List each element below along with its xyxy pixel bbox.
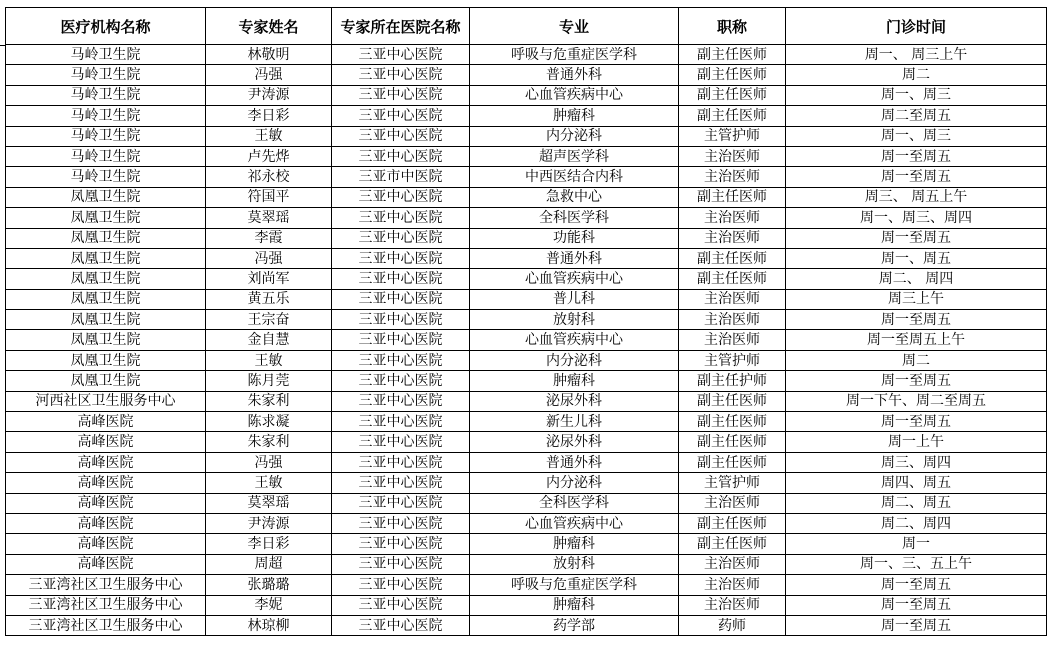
cell-clinic-time: 周一至周五 (786, 595, 1047, 615)
cell-institution: 高峰医院 (6, 473, 206, 493)
cell-title: 主治医师 (679, 595, 786, 615)
header-row (6, 8, 1047, 45)
cell-clinic-time: 周一至周五 (786, 228, 1047, 248)
cell-expert-name: 王宗奋 (206, 310, 332, 330)
cell-clinic-time: 周一、周五 (786, 248, 1047, 268)
cell-specialty: 放射科 (470, 310, 679, 330)
cell-specialty: 心血管疾病中心 (470, 513, 679, 533)
cell-specialty: 功能科 (470, 228, 679, 248)
cell-title: 主治医师 (679, 228, 786, 248)
cell-clinic-time: 周二、 周四 (786, 269, 1047, 289)
cell-clinic-time: 周一至周五 (786, 167, 1047, 187)
col-header-clinic-time: 门诊时间 (786, 8, 1047, 45)
cell-specialty: 新生儿科 (470, 412, 679, 432)
cell-clinic-time: 周一至周五 (786, 412, 1047, 432)
cell-expert-name: 陈月莞 (206, 371, 332, 391)
cell-expert-name: 王敏 (206, 350, 332, 370)
clinic-schedule-table (5, 7, 1047, 636)
table-row (6, 575, 1047, 595)
cell-title: 主治医师 (679, 575, 786, 595)
cell-expert-name: 李霞 (206, 228, 332, 248)
cell-expert-hospital: 三亚市中医院 (332, 167, 470, 187)
cell-clinic-time: 周三、 周五上午 (786, 187, 1047, 207)
table-row (6, 248, 1047, 268)
cell-expert-hospital: 三亚中心医院 (332, 575, 470, 595)
cell-clinic-time: 周一至周五上午 (786, 330, 1047, 350)
col-header-expert-name: 专家姓名 (206, 8, 332, 45)
cell-institution: 三亚湾社区卫生服务中心 (6, 595, 206, 615)
cell-expert-hospital: 三亚中心医院 (332, 554, 470, 574)
cell-clinic-time: 周一、三、五上午 (786, 554, 1047, 574)
table-row (6, 513, 1047, 533)
cell-clinic-time: 周一、周三 (786, 126, 1047, 146)
cell-title: 副主任医师 (679, 65, 786, 85)
cell-expert-name: 张璐璐 (206, 575, 332, 595)
table-row (6, 330, 1047, 350)
table-row (6, 146, 1047, 166)
table-row (6, 289, 1047, 309)
cell-expert-name: 刘尚军 (206, 269, 332, 289)
cell-expert-name: 陈求凝 (206, 412, 332, 432)
cell-expert-name: 朱家利 (206, 432, 332, 452)
cell-institution: 河西社区卫生服务中心 (6, 391, 206, 411)
cell-institution: 高峰医院 (6, 554, 206, 574)
cell-expert-hospital: 三亚中心医院 (332, 330, 470, 350)
cell-institution: 凤凰卫生院 (6, 289, 206, 309)
table-body (6, 45, 1047, 636)
cell-institution: 高峰医院 (6, 432, 206, 452)
cell-expert-hospital: 三亚中心医院 (332, 208, 470, 228)
table-row (6, 167, 1047, 187)
cell-institution: 马岭卫生院 (6, 65, 206, 85)
cell-specialty: 内分泌科 (470, 126, 679, 146)
cell-clinic-time: 周二 (786, 65, 1047, 85)
cell-institution: 三亚湾社区卫生服务中心 (6, 575, 206, 595)
cell-expert-name: 朱家利 (206, 391, 332, 411)
cell-title: 主治医师 (679, 330, 786, 350)
cell-expert-hospital: 三亚中心医院 (332, 452, 470, 472)
cell-title: 主治医师 (679, 310, 786, 330)
cell-institution: 凤凰卫生院 (6, 330, 206, 350)
table-row (6, 371, 1047, 391)
cell-specialty: 泌尿外科 (470, 432, 679, 452)
cell-title: 副主任医师 (679, 248, 786, 268)
table-row (6, 45, 1047, 65)
cell-expert-name: 冯强 (206, 65, 332, 85)
cell-institution: 凤凰卫生院 (6, 208, 206, 228)
cell-clinic-time: 周三、周四 (786, 452, 1047, 472)
cell-specialty: 泌尿外科 (470, 391, 679, 411)
cell-expert-name: 王敏 (206, 473, 332, 493)
cell-expert-name: 卢先烨 (206, 146, 332, 166)
cell-institution: 凤凰卫生院 (6, 371, 206, 391)
cell-specialty: 中西医结合内科 (470, 167, 679, 187)
cell-institution: 马岭卫生院 (6, 45, 206, 65)
cell-expert-name: 李日彩 (206, 106, 332, 126)
cell-expert-hospital: 三亚中心医院 (332, 126, 470, 146)
table-row (6, 595, 1047, 615)
col-header-institution: 医疗机构名称 (6, 8, 206, 45)
cell-expert-name: 莫翠瑶 (206, 208, 332, 228)
table-row (6, 432, 1047, 452)
cell-clinic-time: 周一、周三、周四 (786, 208, 1047, 228)
cell-institution: 高峰医院 (6, 534, 206, 554)
table-row (6, 493, 1047, 513)
cell-specialty: 心血管疾病中心 (470, 330, 679, 350)
cell-title: 主管护师 (679, 473, 786, 493)
cell-institution: 马岭卫生院 (6, 106, 206, 126)
cell-institution: 马岭卫生院 (6, 126, 206, 146)
cell-specialty: 内分泌科 (470, 473, 679, 493)
cell-institution: 三亚湾社区卫生服务中心 (6, 615, 206, 635)
cell-expert-name: 尹涛源 (206, 85, 332, 105)
cell-clinic-time: 周二 (786, 350, 1047, 370)
cell-expert-name: 林琼柳 (206, 615, 332, 635)
cell-clinic-time: 周二、周五 (786, 493, 1047, 513)
cell-clinic-time: 周一、 周三上午 (786, 45, 1047, 65)
cell-institution: 马岭卫生院 (6, 146, 206, 166)
table-row (6, 187, 1047, 207)
table-row (6, 554, 1047, 574)
table-row (6, 615, 1047, 635)
cell-expert-name: 王敏 (206, 126, 332, 146)
cell-institution: 高峰医院 (6, 513, 206, 533)
cell-expert-name: 李妮 (206, 595, 332, 615)
cell-expert-name: 林敬明 (206, 45, 332, 65)
cell-specialty: 肿瘤科 (470, 595, 679, 615)
cell-expert-hospital: 三亚中心医院 (332, 289, 470, 309)
table-row (6, 65, 1047, 85)
cell-specialty: 呼吸与危重症医学科 (470, 575, 679, 595)
cell-clinic-time: 周一至周五 (786, 371, 1047, 391)
cell-clinic-time: 周一至周五 (786, 615, 1047, 635)
table-row (6, 85, 1047, 105)
cell-specialty: 普儿科 (470, 289, 679, 309)
cell-expert-name: 符国平 (206, 187, 332, 207)
cell-expert-hospital: 三亚中心医院 (332, 615, 470, 635)
cell-expert-name: 尹涛源 (206, 513, 332, 533)
cell-clinic-time: 周一至周五 (786, 575, 1047, 595)
cell-title: 副主任医师 (679, 432, 786, 452)
table-row (6, 126, 1047, 146)
cell-title: 副主任医师 (679, 452, 786, 472)
col-header-expert-hospital: 专家所在医院名称 (332, 8, 470, 45)
cell-institution: 凤凰卫生院 (6, 228, 206, 248)
cell-institution: 凤凰卫生院 (6, 248, 206, 268)
cell-expert-hospital: 三亚中心医院 (332, 350, 470, 370)
cell-expert-hospital: 三亚中心医院 (332, 85, 470, 105)
table-row (6, 228, 1047, 248)
cell-expert-hospital: 三亚中心医院 (332, 391, 470, 411)
table-row (6, 269, 1047, 289)
cell-expert-name: 莫翠瑶 (206, 493, 332, 513)
cell-clinic-time: 周一至周五 (786, 310, 1047, 330)
cell-specialty: 急救中心 (470, 187, 679, 207)
cell-institution: 高峰医院 (6, 452, 206, 472)
cell-specialty: 药学部 (470, 615, 679, 635)
cell-title: 主治医师 (679, 208, 786, 228)
cell-expert-hospital: 三亚中心医院 (332, 493, 470, 513)
table-header (6, 8, 1047, 45)
cell-clinic-time: 周二至周五 (786, 106, 1047, 126)
cell-title: 副主任医师 (679, 106, 786, 126)
table-row (6, 310, 1047, 330)
cell-title: 主管护师 (679, 350, 786, 370)
cell-title: 主管护师 (679, 126, 786, 146)
cell-institution: 马岭卫生院 (6, 167, 206, 187)
cell-expert-hospital: 三亚中心医院 (332, 412, 470, 432)
cell-specialty: 心血管疾病中心 (470, 85, 679, 105)
cell-title: 主治医师 (679, 289, 786, 309)
table-row (6, 452, 1047, 472)
cell-specialty: 呼吸与危重症医学科 (470, 45, 679, 65)
cell-title: 副主任医师 (679, 269, 786, 289)
cell-institution: 凤凰卫生院 (6, 187, 206, 207)
table-row (6, 412, 1047, 432)
cell-expert-hospital: 三亚中心医院 (332, 310, 470, 330)
cell-expert-hospital: 三亚中心医院 (332, 371, 470, 391)
cell-specialty: 全科医学科 (470, 208, 679, 228)
cell-title: 副主任护师 (679, 371, 786, 391)
cell-expert-hospital: 三亚中心医院 (332, 432, 470, 452)
cell-clinic-time: 周四、周五 (786, 473, 1047, 493)
col-header-title: 职称 (679, 8, 786, 45)
cell-clinic-time: 周一下午、周二至周五 (786, 391, 1047, 411)
cell-title: 主治医师 (679, 167, 786, 187)
cell-expert-hospital: 三亚中心医院 (332, 248, 470, 268)
cell-clinic-time: 周二、周四 (786, 513, 1047, 533)
cell-expert-name: 金自慧 (206, 330, 332, 350)
cell-expert-hospital: 三亚中心医院 (332, 513, 470, 533)
cell-title: 主治医师 (679, 554, 786, 574)
cell-expert-hospital: 三亚中心医院 (332, 45, 470, 65)
cell-institution: 高峰医院 (6, 493, 206, 513)
cell-institution: 凤凰卫生院 (6, 269, 206, 289)
cell-expert-name: 李日彩 (206, 534, 332, 554)
cell-expert-hospital: 三亚中心医院 (332, 228, 470, 248)
cell-expert-hospital: 三亚中心医院 (332, 106, 470, 126)
cell-specialty: 普通外科 (470, 65, 679, 85)
cell-clinic-time: 周一 (786, 534, 1047, 554)
cell-institution: 凤凰卫生院 (6, 350, 206, 370)
cell-specialty: 普通外科 (470, 248, 679, 268)
cell-specialty: 放射科 (470, 554, 679, 574)
cell-clinic-time: 周一上午 (786, 432, 1047, 452)
cell-institution: 高峰医院 (6, 412, 206, 432)
cell-title: 副主任医师 (679, 513, 786, 533)
cell-specialty: 普通外科 (470, 452, 679, 472)
cell-title: 药师 (679, 615, 786, 635)
cell-expert-hospital: 三亚中心医院 (332, 534, 470, 554)
cell-specialty: 心血管疾病中心 (470, 269, 679, 289)
table-row (6, 106, 1047, 126)
table-row (6, 534, 1047, 554)
cell-title: 副主任医师 (679, 391, 786, 411)
cell-specialty: 内分泌科 (470, 350, 679, 370)
table-row (6, 350, 1047, 370)
cell-expert-name: 黄五乐 (206, 289, 332, 309)
cell-expert-name: 祁永校 (206, 167, 332, 187)
cell-title: 副主任医师 (679, 534, 786, 554)
cell-specialty: 肿瘤科 (470, 371, 679, 391)
cell-specialty: 全科医学科 (470, 493, 679, 513)
cell-expert-hospital: 三亚中心医院 (332, 269, 470, 289)
cell-expert-hospital: 三亚中心医院 (332, 473, 470, 493)
cell-clinic-time: 周一至周五 (786, 146, 1047, 166)
col-header-specialty: 专业 (470, 8, 679, 45)
cell-specialty: 肿瘤科 (470, 534, 679, 554)
cell-title: 副主任医师 (679, 45, 786, 65)
cell-institution: 凤凰卫生院 (6, 310, 206, 330)
cell-specialty: 超声医学科 (470, 146, 679, 166)
table-row (6, 391, 1047, 411)
table-row (6, 208, 1047, 228)
cell-expert-hospital: 三亚中心医院 (332, 146, 470, 166)
table-row (6, 473, 1047, 493)
cell-expert-hospital: 三亚中心医院 (332, 595, 470, 615)
cell-expert-hospital: 三亚中心医院 (332, 65, 470, 85)
cell-expert-name: 冯强 (206, 452, 332, 472)
cell-expert-name: 冯强 (206, 248, 332, 268)
cell-institution: 马岭卫生院 (6, 85, 206, 105)
cell-title: 副主任医师 (679, 85, 786, 105)
cell-title: 主治医师 (679, 493, 786, 513)
cell-clinic-time: 周三上午 (786, 289, 1047, 309)
cell-specialty: 肿瘤科 (470, 106, 679, 126)
cell-title: 主治医师 (679, 146, 786, 166)
cell-expert-hospital: 三亚中心医院 (332, 187, 470, 207)
cell-title: 副主任医师 (679, 187, 786, 207)
cell-expert-name: 周超 (206, 554, 332, 574)
cell-clinic-time: 周一、周三 (786, 85, 1047, 105)
cell-title: 副主任医师 (679, 412, 786, 432)
